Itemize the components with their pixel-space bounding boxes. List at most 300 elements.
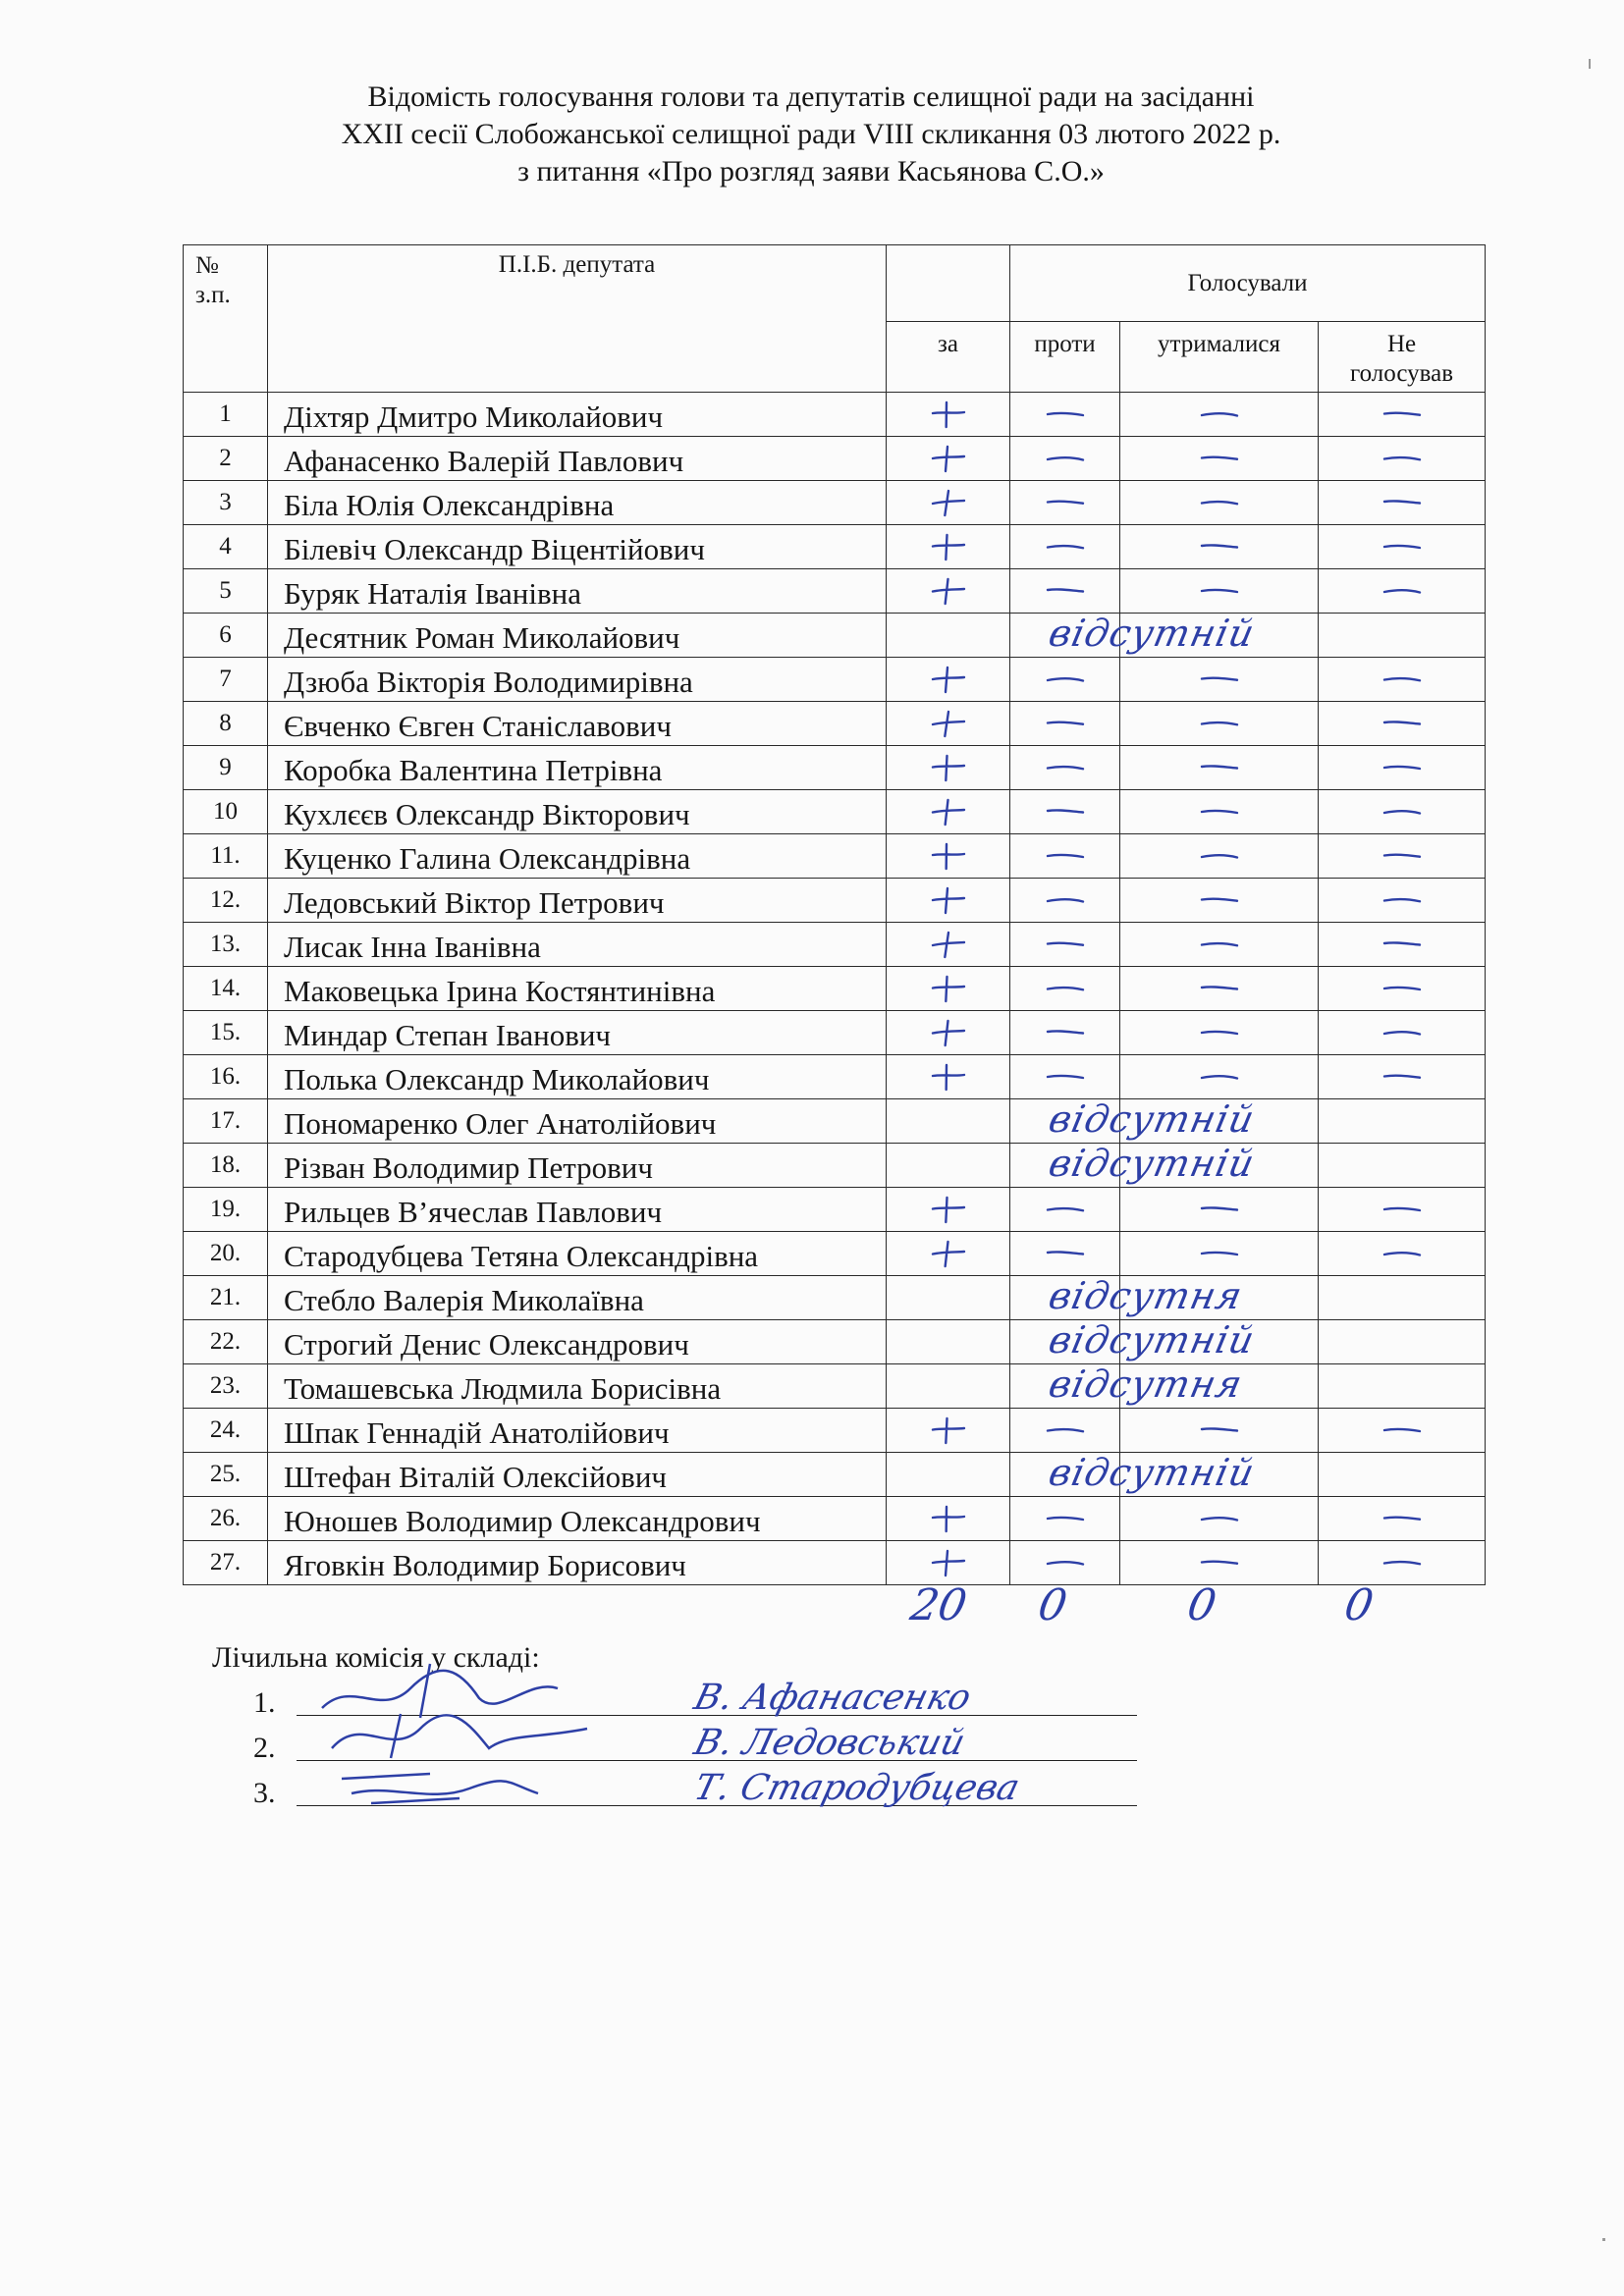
header-voted: Голосували bbox=[1010, 245, 1486, 322]
vote-cell-ne-holosuvav bbox=[1319, 702, 1486, 746]
dash-mark-icon bbox=[1380, 453, 1424, 464]
plus-mark-icon bbox=[929, 797, 968, 827]
voting-table-body bbox=[184, 393, 1486, 1585]
header-ne-holosuvav bbox=[1319, 322, 1486, 393]
dash-mark-icon bbox=[1198, 1557, 1241, 1569]
vote-cell-utrymalysia bbox=[1120, 834, 1319, 879]
vote-cell-ne-holosuvav bbox=[1319, 879, 1486, 923]
dash-mark-icon bbox=[1198, 762, 1241, 774]
table-row bbox=[184, 1011, 1486, 1055]
table-row bbox=[184, 967, 1486, 1011]
dash-mark-icon bbox=[1198, 585, 1241, 597]
absent-note: відсутній bbox=[1045, 612, 1260, 655]
deputy-name: Полька Олександр Миколайович bbox=[268, 1055, 887, 1099]
vote-cell-ne-holosuvav bbox=[1319, 967, 1486, 1011]
plus-mark-icon bbox=[929, 444, 968, 473]
plus-mark-icon bbox=[929, 1548, 968, 1577]
vote-cell-za bbox=[887, 481, 1010, 525]
member-name: В. Ледовський bbox=[689, 1723, 969, 1763]
scan-speck bbox=[1602, 2238, 1605, 2241]
plus-mark-icon bbox=[929, 532, 968, 561]
vote-cell-proty bbox=[1010, 790, 1120, 834]
member-number: 1. bbox=[253, 1686, 276, 1719]
signature-icon bbox=[312, 1759, 607, 1818]
deputy-name: Штефан Віталій Олексійович bbox=[268, 1453, 887, 1497]
deputy-name: Дзюба Вікторія Володимирівна bbox=[268, 658, 887, 702]
row-number: 4 bbox=[184, 525, 268, 569]
dash-mark-icon bbox=[1044, 1513, 1087, 1524]
dash-mark-icon bbox=[1198, 453, 1241, 464]
dash-mark-icon bbox=[1380, 1248, 1424, 1259]
vote-cell-proty bbox=[1010, 1097, 1260, 1144]
vote-cell-utrymalysia bbox=[1120, 1409, 1319, 1453]
table-row bbox=[184, 525, 1486, 569]
totals-row bbox=[0, 1580, 1624, 1649]
vote-cell-utrymalysia bbox=[1120, 967, 1319, 1011]
vote-cell-utrymalysia bbox=[1120, 1453, 1319, 1497]
header-ne-line1: Не bbox=[1386, 331, 1417, 357]
header-blank bbox=[887, 245, 1010, 322]
vote-cell-ne-holosuvav bbox=[1319, 1188, 1486, 1232]
header-proty: проти bbox=[1010, 322, 1120, 393]
table-row bbox=[184, 746, 1486, 790]
vote-cell-za bbox=[887, 1541, 1010, 1585]
header-za: за bbox=[887, 322, 1010, 393]
vote-cell-utrymalysia bbox=[1120, 1497, 1319, 1541]
dash-mark-icon bbox=[1380, 1071, 1424, 1083]
vote-cell-ne-holosuvav bbox=[1319, 1276, 1486, 1320]
vote-cell-ne-holosuvav bbox=[1319, 834, 1486, 879]
vote-cell-utrymalysia bbox=[1120, 1541, 1319, 1585]
vote-cell-ne-holosuvav bbox=[1319, 1011, 1486, 1055]
total-za: 20 bbox=[906, 1580, 971, 1630]
vote-cell-ne-holosuvav bbox=[1319, 746, 1486, 790]
vote-cell-za bbox=[887, 923, 1010, 967]
dash-mark-icon bbox=[1380, 541, 1424, 553]
dash-mark-icon bbox=[1044, 1203, 1087, 1215]
dash-mark-icon bbox=[1044, 850, 1087, 862]
vote-cell-proty bbox=[1010, 1011, 1120, 1055]
vote-cell-proty bbox=[1010, 1362, 1247, 1409]
dash-mark-icon bbox=[1044, 453, 1087, 464]
dash-mark-icon bbox=[1380, 718, 1424, 729]
dash-mark-icon bbox=[1198, 541, 1241, 553]
header-name: П.І.Б. депутата bbox=[268, 245, 887, 393]
absent-note: відсутня bbox=[1045, 1362, 1247, 1406]
dash-mark-icon bbox=[1380, 983, 1424, 994]
document-title bbox=[183, 79, 1439, 190]
vote-cell-za bbox=[887, 525, 1010, 569]
vote-cell-ne-holosuvav bbox=[1319, 1364, 1486, 1409]
vote-cell-za bbox=[887, 1276, 1010, 1320]
deputy-name: Стародубцева Тетяна Олександрівна bbox=[268, 1232, 887, 1276]
table-row bbox=[184, 658, 1486, 702]
vote-cell-za bbox=[887, 614, 1010, 658]
vote-cell-utrymalysia bbox=[1120, 614, 1319, 658]
vote-cell-utrymalysia bbox=[1120, 525, 1319, 569]
row-number: 18. bbox=[184, 1144, 268, 1188]
vote-cell-za bbox=[887, 1453, 1010, 1497]
deputy-name: Рильцев В’ячеслав Павлович bbox=[268, 1188, 887, 1232]
dash-mark-icon bbox=[1044, 983, 1087, 994]
row-number: 6 bbox=[184, 614, 268, 658]
vote-cell-proty bbox=[1010, 612, 1260, 658]
vote-cell-proty bbox=[1010, 481, 1120, 525]
row-number: 2 bbox=[184, 437, 268, 481]
header-number-abbrev: з.п. bbox=[195, 282, 231, 308]
vote-cell-utrymalysia bbox=[1120, 658, 1319, 702]
vote-cell-proty bbox=[1010, 393, 1120, 437]
plus-mark-icon bbox=[929, 1018, 968, 1047]
vote-cell-utrymalysia bbox=[1120, 923, 1319, 967]
vote-cell-proty bbox=[1010, 746, 1120, 790]
member-number: 2. bbox=[253, 1732, 276, 1764]
dash-mark-icon bbox=[1044, 938, 1087, 950]
member-number: 3. bbox=[253, 1777, 276, 1809]
vote-cell-ne-holosuvav bbox=[1319, 393, 1486, 437]
vote-cell-ne-holosuvav bbox=[1319, 614, 1486, 658]
vote-cell-proty bbox=[1010, 834, 1120, 879]
row-number: 7 bbox=[184, 658, 268, 702]
row-number: 16. bbox=[184, 1055, 268, 1099]
row-number: 23. bbox=[184, 1364, 268, 1409]
vote-cell-utrymalysia bbox=[1120, 481, 1319, 525]
table-row bbox=[184, 790, 1486, 834]
table-row bbox=[184, 1099, 1486, 1144]
table-row bbox=[184, 1364, 1486, 1409]
vote-cell-proty bbox=[1010, 1318, 1260, 1364]
dash-mark-icon bbox=[1044, 1248, 1087, 1259]
vote-cell-utrymalysia bbox=[1120, 437, 1319, 481]
row-number: 22. bbox=[184, 1320, 268, 1364]
total-ne-holosuvav: 0 bbox=[1340, 1580, 1378, 1630]
dash-mark-icon bbox=[1198, 850, 1241, 862]
vote-cell-utrymalysia bbox=[1120, 879, 1319, 923]
plus-mark-icon bbox=[929, 1062, 968, 1092]
vote-cell-proty bbox=[1010, 967, 1120, 1011]
scan-speck bbox=[1589, 59, 1591, 69]
table-row bbox=[184, 1276, 1486, 1320]
vote-cell-proty bbox=[1010, 658, 1120, 702]
vote-cell-proty bbox=[1010, 1541, 1120, 1585]
vote-cell-ne-holosuvav bbox=[1319, 569, 1486, 614]
dash-mark-icon bbox=[1198, 1027, 1241, 1039]
vote-cell-za bbox=[887, 790, 1010, 834]
commission-member-3 bbox=[253, 1767, 1137, 1812]
row-number: 13. bbox=[184, 923, 268, 967]
row-number: 17. bbox=[184, 1099, 268, 1144]
deputy-name: Юношев Володимир Олександрович bbox=[268, 1497, 887, 1541]
vote-cell-proty bbox=[1010, 1188, 1120, 1232]
dash-mark-icon bbox=[1044, 497, 1087, 508]
row-number: 15. bbox=[184, 1011, 268, 1055]
deputy-name: Біла Юлія Олександрівна bbox=[268, 481, 887, 525]
deputy-name: Афанасенко Валерій Павлович bbox=[268, 437, 887, 481]
dash-mark-icon bbox=[1044, 541, 1087, 553]
vote-cell-utrymalysia bbox=[1120, 1055, 1319, 1099]
row-number: 10 bbox=[184, 790, 268, 834]
plus-mark-icon bbox=[929, 974, 968, 1003]
table-row bbox=[184, 879, 1486, 923]
vote-cell-za bbox=[887, 569, 1010, 614]
vote-cell-ne-holosuvav bbox=[1319, 923, 1486, 967]
table-row bbox=[184, 614, 1486, 658]
vote-cell-ne-holosuvav bbox=[1319, 1409, 1486, 1453]
vote-cell-ne-holosuvav bbox=[1319, 1144, 1486, 1188]
vote-cell-utrymalysia bbox=[1120, 1320, 1319, 1364]
vote-cell-ne-holosuvav bbox=[1319, 658, 1486, 702]
vote-cell-za bbox=[887, 1409, 1010, 1453]
row-number: 20. bbox=[184, 1232, 268, 1276]
vote-cell-ne-holosuvav bbox=[1319, 1232, 1486, 1276]
dash-mark-icon bbox=[1380, 673, 1424, 685]
vote-cell-za bbox=[887, 967, 1010, 1011]
vote-cell-proty bbox=[1010, 702, 1120, 746]
deputy-name: Десятник Роман Миколайович bbox=[268, 614, 887, 658]
vote-cell-ne-holosuvav bbox=[1319, 437, 1486, 481]
row-number: 1 bbox=[184, 393, 268, 437]
header-number bbox=[184, 245, 268, 393]
vote-cell-utrymalysia bbox=[1120, 702, 1319, 746]
vote-cell-utrymalysia bbox=[1120, 746, 1319, 790]
deputy-name: Буряк Наталія Іванівна bbox=[268, 569, 887, 614]
vote-cell-proty bbox=[1010, 1274, 1247, 1320]
vote-cell-ne-holosuvav bbox=[1319, 1320, 1486, 1364]
vote-cell-za bbox=[887, 1188, 1010, 1232]
dash-mark-icon bbox=[1198, 1071, 1241, 1083]
dash-mark-icon bbox=[1198, 1248, 1241, 1259]
table-row bbox=[184, 1497, 1486, 1541]
dash-mark-icon bbox=[1198, 1424, 1241, 1436]
table-row bbox=[184, 923, 1486, 967]
absent-note: відсутній bbox=[1045, 1097, 1260, 1141]
vote-cell-za bbox=[887, 1320, 1010, 1364]
table-row bbox=[184, 1453, 1486, 1497]
dash-mark-icon bbox=[1198, 1513, 1241, 1524]
table-row bbox=[184, 834, 1486, 879]
table-row bbox=[184, 1188, 1486, 1232]
row-number: 3 bbox=[184, 481, 268, 525]
deputy-name: Білевіч Олександр Віцентійович bbox=[268, 525, 887, 569]
total-proty: 0 bbox=[1034, 1580, 1071, 1630]
dash-mark-icon bbox=[1198, 673, 1241, 685]
deputy-name: Шпак Геннадій Анатолійович bbox=[268, 1409, 887, 1453]
table-row bbox=[184, 569, 1486, 614]
row-number: 12. bbox=[184, 879, 268, 923]
member-name: Т. Стародубцева bbox=[689, 1768, 1024, 1808]
vote-cell-za bbox=[887, 658, 1010, 702]
vote-cell-ne-holosuvav bbox=[1319, 1055, 1486, 1099]
vote-cell-za bbox=[887, 702, 1010, 746]
deputy-name: Діхтяр Дмитро Миколайович bbox=[268, 393, 887, 437]
deputy-name: Маковецька Ірина Костянтинівна bbox=[268, 967, 887, 1011]
row-number: 11. bbox=[184, 834, 268, 879]
title-line-1: Відомість голосування голови та депутатів селищної ради на засіданні bbox=[367, 80, 1255, 113]
dash-mark-icon bbox=[1044, 1424, 1087, 1436]
dash-mark-icon bbox=[1198, 408, 1241, 420]
table-row bbox=[184, 702, 1486, 746]
header-number-symbol: № bbox=[195, 252, 219, 279]
header-ne-line2: голосував bbox=[1349, 360, 1454, 387]
plus-mark-icon bbox=[929, 665, 968, 694]
deputy-name: Різван Володимир Петрович bbox=[268, 1144, 887, 1188]
dash-mark-icon bbox=[1044, 1027, 1087, 1039]
dash-mark-icon bbox=[1380, 850, 1424, 862]
plus-mark-icon bbox=[929, 1195, 968, 1224]
vote-cell-ne-holosuvav bbox=[1319, 1497, 1486, 1541]
absent-note: відсутній bbox=[1045, 1142, 1260, 1185]
row-number: 8 bbox=[184, 702, 268, 746]
vote-cell-proty bbox=[1010, 1055, 1120, 1099]
vote-cell-za bbox=[887, 746, 1010, 790]
vote-cell-utrymalysia bbox=[1120, 1011, 1319, 1055]
vote-cell-ne-holosuvav bbox=[1319, 1541, 1486, 1585]
vote-cell-ne-holosuvav bbox=[1319, 525, 1486, 569]
dash-mark-icon bbox=[1044, 585, 1087, 597]
total-utrymalysia: 0 bbox=[1183, 1580, 1220, 1630]
dash-mark-icon bbox=[1198, 497, 1241, 508]
plus-mark-icon bbox=[929, 400, 968, 429]
absent-note: відсутня bbox=[1045, 1274, 1247, 1317]
deputy-name: Стебло Валерія Миколаївна bbox=[268, 1276, 887, 1320]
vote-cell-proty bbox=[1010, 1409, 1120, 1453]
table-row bbox=[184, 1232, 1486, 1276]
table-row bbox=[184, 1055, 1486, 1099]
dash-mark-icon bbox=[1380, 497, 1424, 508]
vote-cell-utrymalysia bbox=[1120, 1232, 1319, 1276]
plus-mark-icon bbox=[929, 1504, 968, 1533]
row-number: 9 bbox=[184, 746, 268, 790]
row-number: 5 bbox=[184, 569, 268, 614]
vote-cell-utrymalysia bbox=[1120, 1099, 1319, 1144]
vote-cell-za bbox=[887, 879, 1010, 923]
deputy-name: Миндар Степан Іванович bbox=[268, 1011, 887, 1055]
dash-mark-icon bbox=[1380, 1513, 1424, 1524]
vote-cell-utrymalysia bbox=[1120, 1364, 1319, 1409]
dash-mark-icon bbox=[1198, 938, 1241, 950]
vote-cell-utrymalysia bbox=[1120, 393, 1319, 437]
vote-cell-proty bbox=[1010, 1142, 1260, 1188]
vote-cell-za bbox=[887, 1364, 1010, 1409]
row-number: 26. bbox=[184, 1497, 268, 1541]
vote-cell-ne-holosuvav bbox=[1319, 481, 1486, 525]
dash-mark-icon bbox=[1198, 894, 1241, 906]
dash-mark-icon bbox=[1380, 806, 1424, 818]
plus-mark-icon bbox=[929, 753, 968, 782]
dash-mark-icon bbox=[1044, 806, 1087, 818]
vote-cell-za bbox=[887, 1232, 1010, 1276]
plus-mark-icon bbox=[929, 885, 968, 915]
dash-mark-icon bbox=[1044, 718, 1087, 729]
deputy-name: Кухлєєв Олександр Вікторович bbox=[268, 790, 887, 834]
vote-cell-za bbox=[887, 1055, 1010, 1099]
vote-cell-ne-holosuvav bbox=[1319, 1099, 1486, 1144]
vote-cell-proty bbox=[1010, 437, 1120, 481]
vote-cell-ne-holosuvav bbox=[1319, 790, 1486, 834]
vote-cell-za bbox=[887, 1144, 1010, 1188]
dash-mark-icon bbox=[1198, 806, 1241, 818]
table-row bbox=[184, 1144, 1486, 1188]
vote-cell-proty bbox=[1010, 569, 1120, 614]
vote-cell-za bbox=[887, 1011, 1010, 1055]
vote-cell-proty bbox=[1010, 923, 1120, 967]
vote-cell-utrymalysia bbox=[1120, 790, 1319, 834]
deputy-name: Томашевська Людмила Борисівна bbox=[268, 1364, 887, 1409]
table-row bbox=[184, 1541, 1486, 1585]
deputy-name: Лисак Інна Іванівна bbox=[268, 923, 887, 967]
plus-mark-icon bbox=[929, 1239, 968, 1268]
dash-mark-icon bbox=[1044, 673, 1087, 685]
table-row bbox=[184, 1320, 1486, 1364]
row-number: 14. bbox=[184, 967, 268, 1011]
deputy-name: Строгий Денис Олександрович bbox=[268, 1320, 887, 1364]
dash-mark-icon bbox=[1044, 408, 1087, 420]
dash-mark-icon bbox=[1380, 1203, 1424, 1215]
header-utrymalysia: утрималися bbox=[1120, 322, 1319, 393]
dash-mark-icon bbox=[1198, 718, 1241, 729]
title-line-3: з питання «Про розгляд заяви Касьянова С.О.» bbox=[517, 155, 1105, 187]
vote-cell-proty bbox=[1010, 1451, 1260, 1497]
absent-note: відсутній bbox=[1045, 1451, 1260, 1494]
plus-mark-icon bbox=[929, 1415, 968, 1445]
vote-cell-utrymalysia bbox=[1120, 1144, 1319, 1188]
dash-mark-icon bbox=[1044, 894, 1087, 906]
table-row bbox=[184, 1409, 1486, 1453]
vote-cell-za bbox=[887, 1099, 1010, 1144]
table-row bbox=[184, 481, 1486, 525]
deputy-name: Євченко Євген Станіславович bbox=[268, 702, 887, 746]
vote-cell-za bbox=[887, 834, 1010, 879]
vote-cell-za bbox=[887, 1497, 1010, 1541]
voting-table bbox=[183, 244, 1486, 1585]
table-row bbox=[184, 437, 1486, 481]
row-number: 21. bbox=[184, 1276, 268, 1320]
dash-mark-icon bbox=[1044, 762, 1087, 774]
vote-cell-utrymalysia bbox=[1120, 1188, 1319, 1232]
vote-cell-ne-holosuvav bbox=[1319, 1453, 1486, 1497]
dash-mark-icon bbox=[1380, 408, 1424, 420]
dash-mark-icon bbox=[1380, 585, 1424, 597]
row-number: 19. bbox=[184, 1188, 268, 1232]
dash-mark-icon bbox=[1380, 894, 1424, 906]
plus-mark-icon bbox=[929, 576, 968, 606]
dash-mark-icon bbox=[1044, 1071, 1087, 1083]
vote-cell-proty bbox=[1010, 1232, 1120, 1276]
deputy-name: Яговкін Володимир Борисович bbox=[268, 1541, 887, 1585]
plus-mark-icon bbox=[929, 930, 968, 959]
plus-mark-icon bbox=[929, 709, 968, 738]
vote-cell-proty bbox=[1010, 1497, 1120, 1541]
vote-cell-proty bbox=[1010, 879, 1120, 923]
plus-mark-icon bbox=[929, 488, 968, 517]
dash-mark-icon bbox=[1380, 1424, 1424, 1436]
dash-mark-icon bbox=[1380, 1027, 1424, 1039]
dash-mark-icon bbox=[1044, 1557, 1087, 1569]
dash-mark-icon bbox=[1380, 938, 1424, 950]
vote-cell-za bbox=[887, 393, 1010, 437]
dash-mark-icon bbox=[1380, 1557, 1424, 1569]
row-number: 24. bbox=[184, 1409, 268, 1453]
dash-mark-icon bbox=[1380, 762, 1424, 774]
dash-mark-icon bbox=[1198, 1203, 1241, 1215]
dash-mark-icon bbox=[1198, 983, 1241, 994]
vote-cell-proty bbox=[1010, 525, 1120, 569]
row-number: 25. bbox=[184, 1453, 268, 1497]
table-row bbox=[184, 393, 1486, 437]
title-line-2: XXII сесії Слобожанської селищної ради VIII скликання 03 лютого 2022 р. bbox=[341, 118, 1281, 150]
deputy-name: Пономаренко Олег Анатолійович bbox=[268, 1099, 887, 1144]
absent-note: відсутній bbox=[1045, 1318, 1260, 1362]
